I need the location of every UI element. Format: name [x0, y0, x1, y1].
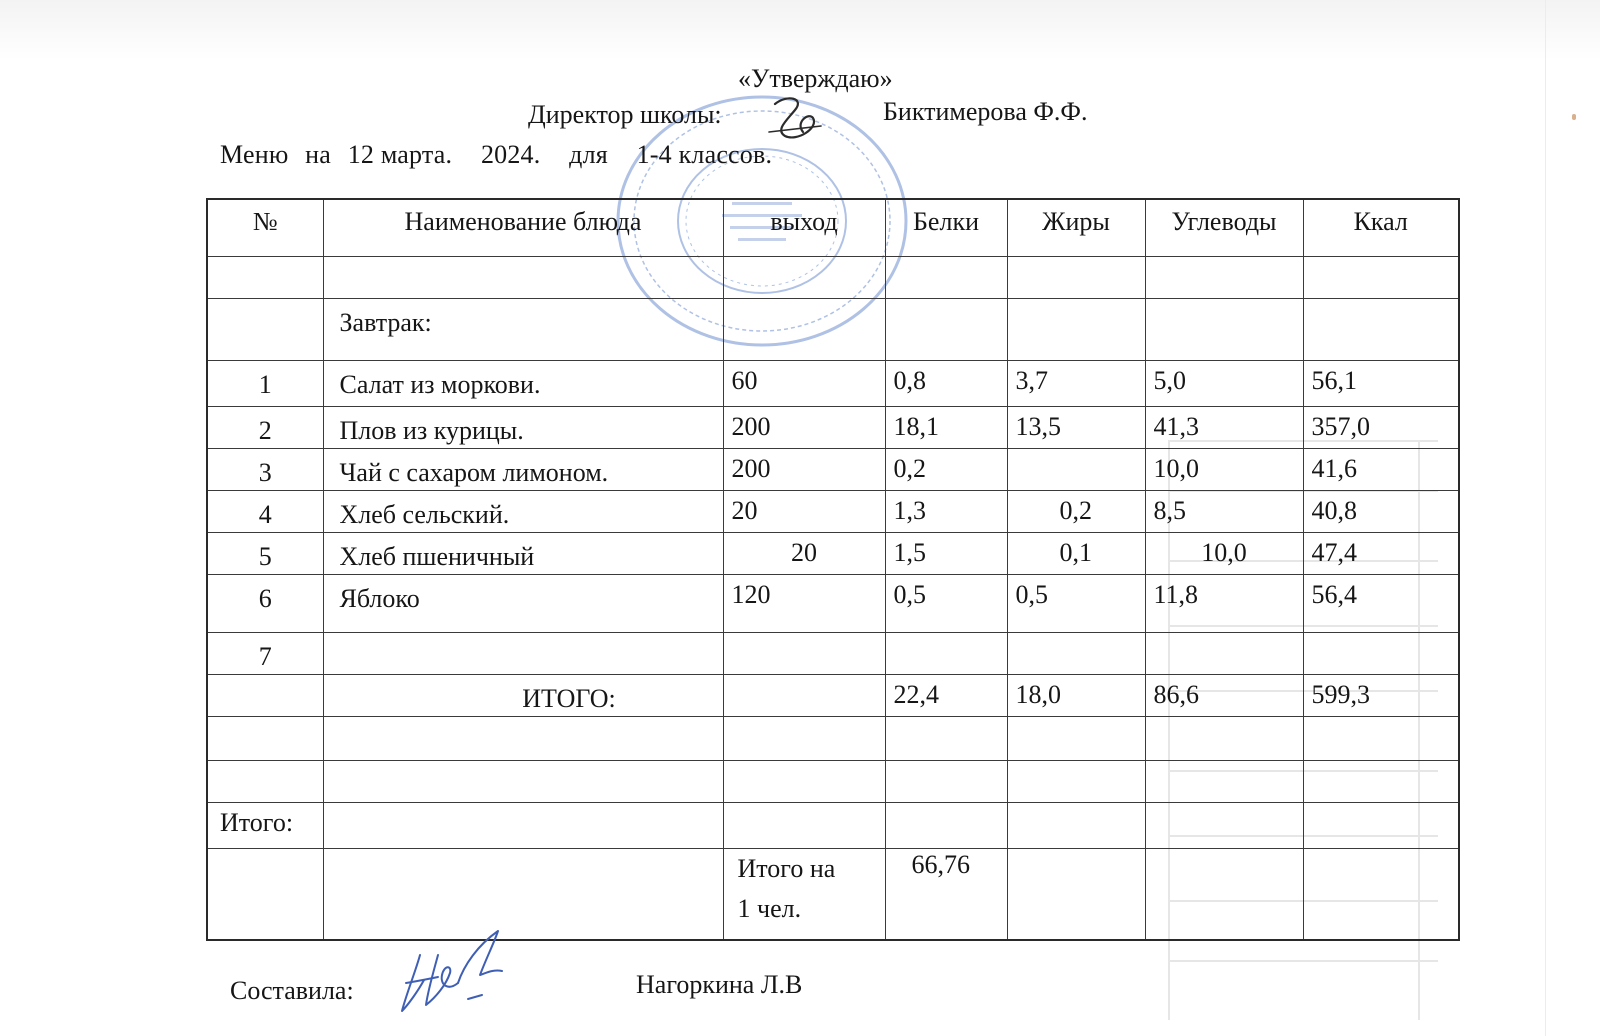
director-name: Биктимерова Ф.Ф.: [883, 97, 1088, 126]
page-edge: [1545, 0, 1546, 1036]
director-label: Директор школы:: [528, 100, 722, 129]
col-header-dish: Наименование блюда: [323, 199, 723, 256]
table-row: [207, 632, 1459, 674]
breakfast-row: [207, 298, 1459, 360]
table-row: [207, 406, 1459, 448]
total-kcal: 599,3: [1303, 674, 1459, 716]
row-number: 3: [207, 448, 323, 490]
dish-carbs: 8,5: [1145, 490, 1303, 532]
dish-carbs: 41,3: [1145, 406, 1303, 448]
dish-name: Чай с сахаром лимоном.: [323, 448, 723, 490]
dish-kcal: 47,4: [1303, 532, 1459, 574]
menu-table: [206, 198, 1460, 941]
dish-kcal: 357,0: [1303, 406, 1459, 448]
col-header-yield: выход: [723, 199, 885, 256]
total-carbs: 86,6: [1145, 674, 1303, 716]
per-person-label-line1: Итого на: [737, 853, 836, 883]
dish-yield: 200: [723, 448, 885, 490]
total-label: ИТОГО:: [323, 674, 723, 716]
approval-heading: «Утверждаю»: [738, 64, 893, 93]
dish-kcal: [1303, 632, 1459, 674]
dish-kcal: 41,6: [1303, 448, 1459, 490]
per-person-row: [207, 848, 1459, 940]
row-number: 1: [207, 360, 323, 406]
row-number: 7: [207, 632, 323, 674]
row-number: 2: [207, 406, 323, 448]
dish-yield: 20: [723, 490, 885, 532]
dish-protein: 0,5: [885, 574, 1007, 632]
scan-shade: [0, 0, 1600, 60]
breakfast-label: Завтрак:: [323, 298, 723, 360]
col-header-carbs: Углеводы: [1145, 199, 1303, 256]
dish-carbs: 10,0: [1145, 448, 1303, 490]
table-row: [207, 360, 1459, 406]
menu-title: [220, 140, 782, 170]
dish-name: Салат из моркови.: [323, 360, 723, 406]
dish-carbs: [1145, 632, 1303, 674]
menu-title-on: на: [305, 140, 332, 169]
total-fat: 18,0: [1007, 674, 1145, 716]
dish-protein: 0,2: [885, 448, 1007, 490]
scan-speck: [1572, 114, 1576, 120]
dish-name: [323, 632, 723, 674]
director-signature: [765, 92, 835, 142]
table-row: [207, 448, 1459, 490]
dish-protein: 0,8: [885, 360, 1007, 406]
col-header-fat: Жиры: [1007, 199, 1145, 256]
dish-fat: [1007, 448, 1145, 490]
compiler-signature: [398, 925, 518, 1020]
compiler-label: Составила:: [230, 976, 354, 1005]
dish-yield: 60: [723, 360, 885, 406]
menu-title-grades: 1-4 классов.: [636, 140, 773, 169]
total-row: [207, 674, 1459, 716]
col-header-kcal: Ккал: [1303, 199, 1459, 256]
dish-fat: [1007, 632, 1145, 674]
table-header-row: [207, 199, 1459, 256]
menu-title-prefix: Меню: [220, 140, 289, 169]
table-row: [207, 574, 1459, 632]
dish-carbs: 5,0: [1145, 360, 1303, 406]
row-number: 5: [207, 532, 323, 574]
empty-row: [207, 716, 1459, 760]
row-number: 6: [207, 574, 323, 632]
dish-yield: 20: [723, 532, 885, 574]
dish-protein: 1,5: [885, 532, 1007, 574]
dish-name: Хлеб пшеничный: [323, 532, 723, 574]
empty-row: [207, 256, 1459, 298]
row-number: 4: [207, 490, 323, 532]
dish-protein: 1,3: [885, 490, 1007, 532]
dish-fat: 0,5: [1007, 574, 1145, 632]
table-row: [207, 490, 1459, 532]
col-header-number: №: [207, 199, 323, 256]
dish-name: Плов из курицы.: [323, 406, 723, 448]
per-person-label-line2: 1 чел.: [737, 893, 802, 923]
dish-protein: 18,1: [885, 406, 1007, 448]
dish-yield: 120: [723, 574, 885, 632]
dish-kcal: 56,4: [1303, 574, 1459, 632]
dish-kcal: 56,1: [1303, 360, 1459, 406]
dish-carbs: 10,0: [1145, 532, 1303, 574]
menu-title-for: для: [569, 140, 608, 169]
dish-protein: [885, 632, 1007, 674]
total-protein: 22,4: [885, 674, 1007, 716]
dish-yield: 200: [723, 406, 885, 448]
dish-yield: [723, 632, 885, 674]
col-header-protein: Белки: [885, 199, 1007, 256]
dish-fat: 3,7: [1007, 360, 1145, 406]
dish-name: Яблоко: [323, 574, 723, 632]
dish-fat: 0,2: [1007, 490, 1145, 532]
itogo-row: [207, 802, 1459, 848]
empty-row: [207, 760, 1459, 802]
menu-title-date: 12 марта.: [347, 140, 453, 169]
dish-fat: 13,5: [1007, 406, 1145, 448]
compiler-name: Нагоркина Л.В: [636, 970, 803, 999]
dish-name: Хлеб сельский.: [323, 490, 723, 532]
dish-fat: 0,1: [1007, 532, 1145, 574]
dish-carbs: 11,8: [1145, 574, 1303, 632]
itogo-label: Итого:: [207, 802, 323, 848]
menu-title-year: 2024.: [480, 140, 541, 169]
per-person-label: [723, 848, 885, 940]
table-row: [207, 532, 1459, 574]
per-person-value: 66,76: [885, 848, 1007, 940]
dish-kcal: 40,8: [1303, 490, 1459, 532]
